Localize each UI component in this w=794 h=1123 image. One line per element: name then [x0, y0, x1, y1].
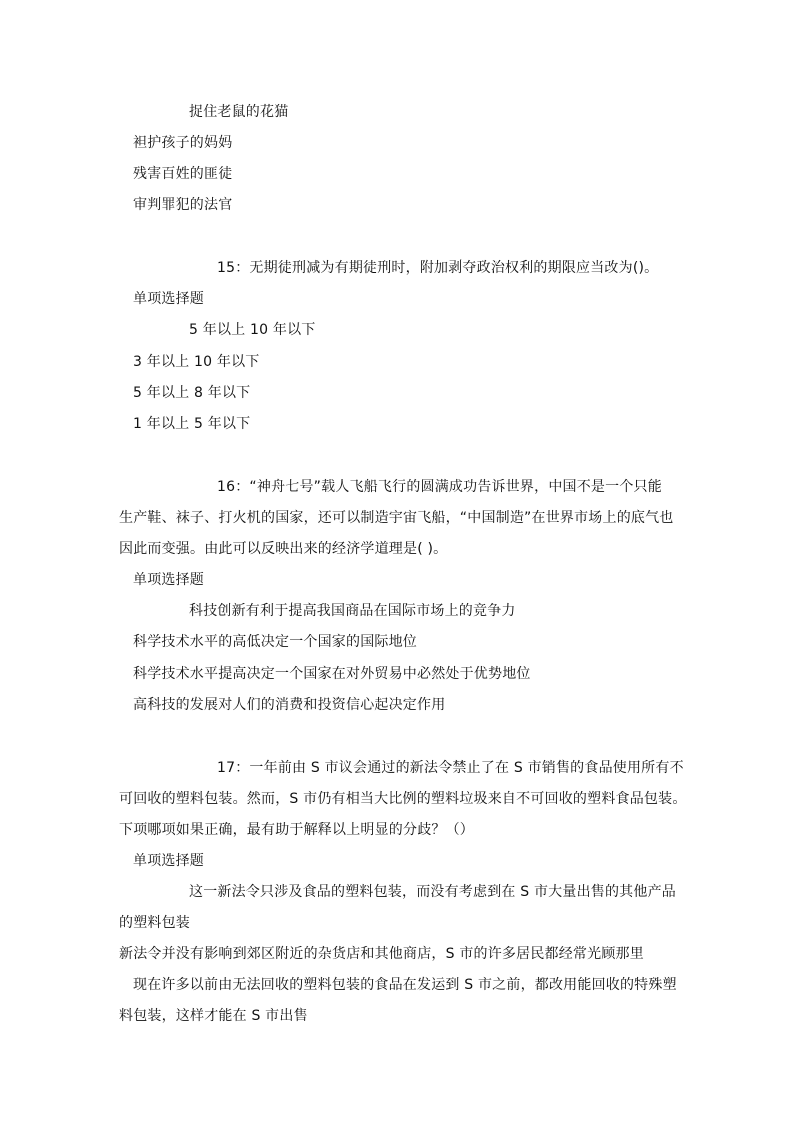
q16-option-a: 科技创新有利于提高我国商品在国际市场上的竞争力: [189, 603, 516, 619]
q16-type: 单项选择题: [133, 572, 204, 588]
q17-stem-line-2: 可回收的塑料包装。然而，S 市仍有相当大比例的塑料垃圾来自不可回收的塑料食品包装。: [119, 791, 687, 807]
q17-option-c-line-2: 料包装，这样才能在 S 市出售: [119, 1008, 308, 1024]
q17-stem-line-3: 下项哪项如果正确，最有助于解释以上明显的分歧？（）: [119, 822, 474, 838]
q15-stem: 15：无期徒刑减为有期徒刑时，附加剥夺政治权利的期限应当改为()。: [217, 260, 659, 276]
q17-option-a-line-2: 的塑料包装: [119, 915, 190, 931]
q15-option-d: 1 年以上 5 年以下: [133, 416, 251, 432]
q16-stem-line-2: 生产鞋、袜子、打火机的国家，还可以制造宇宙飞船，“中国制造”在世界市场上的底气也: [119, 510, 674, 526]
q16-stem-line-3: 因此而变强。由此可以反映出来的经济学道理是( )。: [119, 541, 448, 557]
q17-option-b: 新法令并没有影响到郊区附近的杂货店和其他商店，S 市的许多居民都经常光顾那里: [119, 946, 644, 962]
q17-stem-line-1: 17：一年前由 S 市议会通过的新法令禁止了在 S 市销售的食品使用所有不: [217, 760, 684, 776]
q15-option-b: 3 年以上 10 年以下: [133, 354, 260, 370]
q14-option-d: 审判罪犯的法官: [133, 197, 233, 213]
q14-option-c: 残害百姓的匪徒: [133, 166, 233, 182]
q17-type: 单项选择题: [133, 853, 204, 869]
q17-option-c-line-1: 现在许多以前由无法回收的塑料包装的食品在发运到 S 市之前，都改用能回收的特殊塑: [133, 977, 677, 993]
q16-option-d: 高科技的发展对人们的消费和投资信心起决定作用: [133, 697, 446, 713]
q15-type: 单项选择题: [133, 291, 204, 307]
q14-option-a: 捉住老鼠的花猫: [189, 104, 289, 120]
q15-option-c: 5 年以上 8 年以下: [133, 385, 251, 401]
q15-option-a: 5 年以上 10 年以下: [189, 322, 316, 338]
q16-option-c: 科学技术水平提高决定一个国家在对外贸易中必然处于优势地位: [133, 666, 531, 682]
q17-option-a-line-1: 这一新法令只涉及食品的塑料包装，而没有考虑到在 S 市大量出售的其他产品: [189, 884, 676, 900]
q14-option-b: 袒护孩子的妈妈: [133, 135, 233, 151]
q16-stem-line-1: 16：“神舟七号”载人飞船飞行的圆满成功告诉世界，中国不是一个只能: [217, 479, 662, 495]
q16-option-b: 科学技术水平的高低决定一个国家的国际地位: [133, 634, 417, 650]
